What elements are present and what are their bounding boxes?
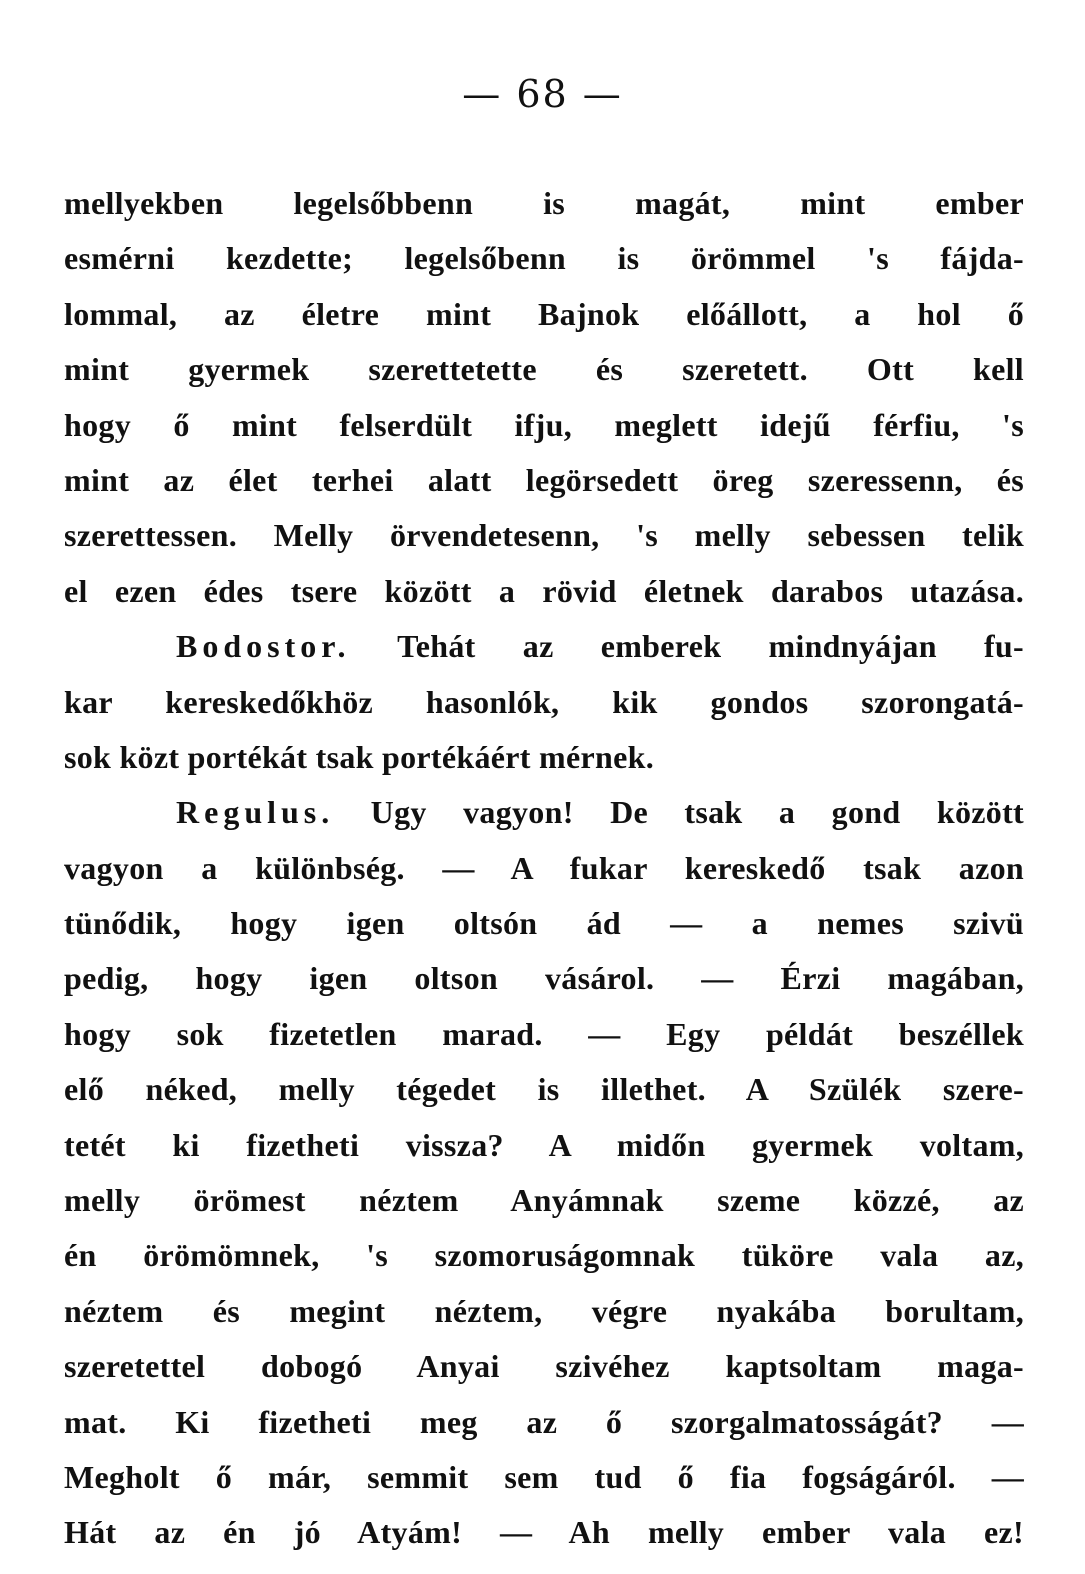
text-line: hogy ő mint felserdült ifju, meglett idejű férfiu, 's <box>64 406 1024 443</box>
text-line: szeretettel dobogó Anyai szivéhez kaptsoltam maga- <box>64 1348 1024 1385</box>
text-line: pedig, hogy igen oltson vásárol. — Érzi magában, <box>64 960 1024 997</box>
text-line: sok közt portékát tsak portékáért mérnek. <box>64 738 655 775</box>
text-line: mint gyermek szerettetette és szeretett. Ott kell <box>64 351 1024 388</box>
text-line: Ugy vagyon! De tsak a gond között <box>370 794 1024 831</box>
text-line: tetét ki fizetheti vissza? A midőn gyermek voltam, <box>64 1126 1024 1163</box>
speaker-line-bodostor <box>64 619 1024 674</box>
speaker-line-regulus <box>64 785 1024 840</box>
text-line: lommal, az életre mint Bajnok előállott, a hol ő <box>64 295 1024 332</box>
text-line: vagyon a különbség. — A fukar kereskedő tsak azon <box>64 849 1024 886</box>
text-line: én örömömnek, 's szomoruságomnak tüköre vala az, <box>64 1237 1024 1274</box>
text-line: néztem és megint néztem, végre nyakába borultam, <box>64 1292 1024 1329</box>
text-line: mat. Ki fizetheti meg az ő szorgalmatosságát? — <box>64 1403 1024 1440</box>
text-line: kar kereskedőkhöz hasonlók, kik gondos szorongatá- <box>64 683 1024 720</box>
text-line: tünődik, hogy igen oltsón ád — a nemes szivü <box>64 905 1024 942</box>
text-line: mellyekben legelsőbbenn is magát, mint ember <box>64 185 1024 221</box>
text-line: melly örömest néztem Anyámnak szeme közzé, az <box>64 1182 1024 1219</box>
page-number: — 68 — <box>462 72 623 116</box>
text-line: elő néked, melly tégedet is illethet. A Szülék szere- <box>64 1071 1024 1108</box>
body-text <box>64 176 1024 1561</box>
text-line: el ezen édes tsere között a rövid életnek darabos utazása. <box>64 572 1024 609</box>
text-line: Megholt ő már, semmit sem tud ő fia fogságáról. — <box>64 1458 1024 1495</box>
speaker-name: Bodostor. <box>176 628 351 665</box>
text-line: esmérni kezdette; legelsőbenn is örömmel 's fájda- <box>64 240 1024 277</box>
text-line: Hát az én jó Atyám! — Ah melly ember vala ez! <box>64 1514 1024 1551</box>
text-line: hogy sok fizetetlen marad. — Egy példát beszéllek <box>64 1015 1024 1052</box>
speaker-name: Regulus. <box>176 794 335 831</box>
text-line: szerettessen. Melly örvendetesenn, 's melly sebessen telik <box>64 517 1024 554</box>
text-line: mint az élet terhei alatt legörsedett öreg szeressenn, és <box>64 461 1024 498</box>
text-line: Tehát az emberek mindnyájan fu- <box>397 628 1024 665</box>
